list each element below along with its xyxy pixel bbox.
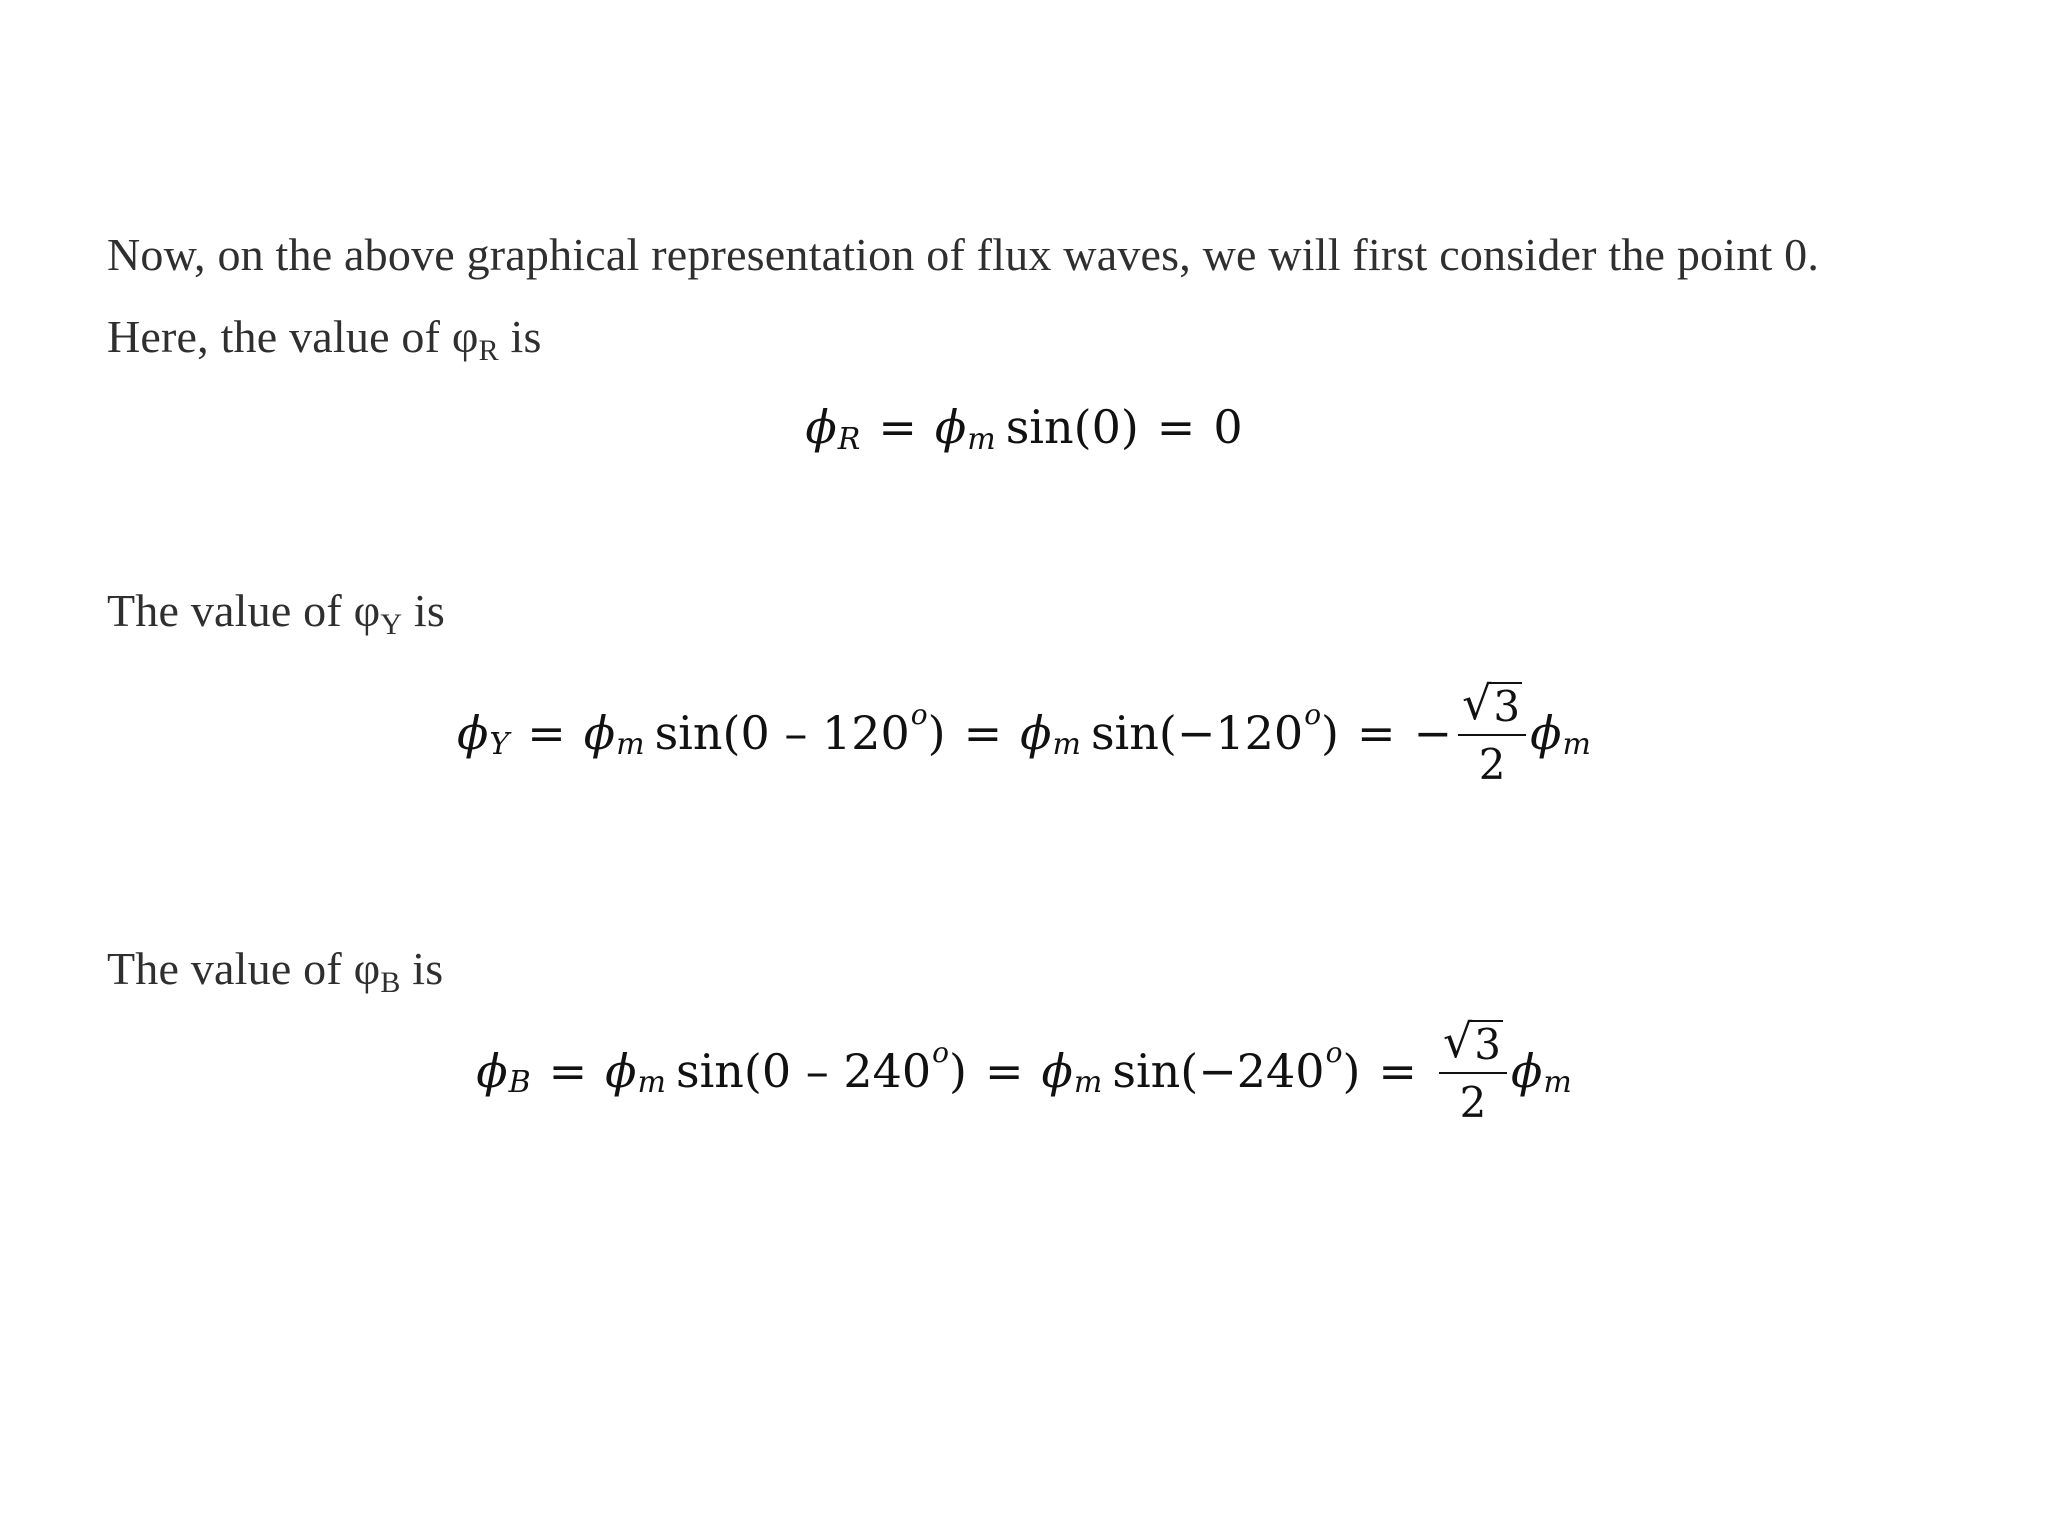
- minus-sign: −: [1413, 705, 1453, 760]
- fraction-denominator: 2: [1478, 740, 1506, 789]
- phi-symbol: ϕ: [476, 1043, 508, 1098]
- sine-term: sin(0 – 240: [675, 1043, 932, 1098]
- equals-sign: =: [548, 1043, 588, 1098]
- result-value: 0: [1213, 400, 1243, 454]
- phi-subscript: B: [380, 966, 401, 999]
- phi-b-suffix: is: [400, 943, 444, 994]
- fraction: [1439, 1014, 1507, 1127]
- phi-subscript: R: [478, 334, 499, 367]
- subscript: m: [1562, 727, 1591, 762]
- phi-symbol: ϕ: [583, 705, 616, 760]
- subscript: m: [637, 1065, 666, 1100]
- fraction-denominator: 2: [1459, 1078, 1487, 1127]
- phi-symbol: ϕ: [805, 400, 837, 454]
- phi-symbol: φ: [353, 585, 381, 636]
- phi-symbol: φ: [353, 943, 381, 994]
- phi-symbol: ϕ: [1510, 1043, 1543, 1098]
- sine-term: sin(−120: [1090, 705, 1304, 760]
- intro-paragraph-line1: [107, 214, 1819, 296]
- equals-sign: =: [984, 1043, 1024, 1098]
- equals-sign: =: [878, 400, 917, 454]
- sine-term: sin(−240: [1112, 1043, 1325, 1098]
- phi-y-intro: [107, 570, 445, 652]
- sqrt-argument: 3: [1474, 1020, 1501, 1069]
- fraction-numerator: [1439, 1014, 1507, 1072]
- subscript: m: [1052, 727, 1081, 762]
- subscript: B: [508, 1065, 531, 1100]
- subscript: m: [967, 421, 996, 457]
- phi-subscript: Y: [380, 608, 403, 641]
- close-paren: ): [927, 705, 946, 760]
- equals-sign: =: [1357, 705, 1396, 760]
- equation-phi-y: [0, 676, 2048, 789]
- degree-superscript: o: [910, 698, 928, 731]
- equals-sign: =: [1156, 400, 1196, 454]
- phi-y-suffix: is: [402, 585, 445, 636]
- phi-symbol: ϕ: [1020, 705, 1052, 760]
- phi-y-prefix: The value of: [107, 585, 354, 636]
- equals-sign: =: [527, 705, 566, 760]
- subscript: m: [1543, 1065, 1572, 1100]
- degree-superscript: o: [1304, 698, 1322, 731]
- subscript: m: [616, 727, 645, 762]
- degree-superscript: o: [1325, 1036, 1343, 1069]
- subscript: m: [1073, 1065, 1103, 1100]
- sine-term: sin(0 – 120: [654, 705, 910, 760]
- sine-term: sin(0): [1005, 400, 1139, 454]
- sqrt-icon: √: [1442, 1014, 1473, 1068]
- close-paren: ): [1321, 705, 1339, 760]
- subscript: Y: [489, 727, 510, 762]
- intro-prefix: Here, the value of: [107, 311, 452, 362]
- degree-superscript: o: [932, 1036, 950, 1069]
- equation-phi-b: [0, 1014, 2048, 1127]
- phi-symbol: φ: [451, 311, 479, 362]
- phi-symbol: ϕ: [457, 705, 489, 760]
- phi-b-prefix: The value of: [107, 943, 354, 994]
- equals-sign: =: [963, 705, 1003, 760]
- intro-suffix: is: [498, 311, 542, 362]
- close-paren: ): [1342, 1043, 1361, 1098]
- subscript: R: [837, 421, 861, 457]
- intro-text: Now, on the above graphical representation of flux waves, we will first consider the point 0.: [107, 229, 1820, 280]
- phi-symbol: ϕ: [1041, 1043, 1073, 1098]
- phi-b-intro: [107, 928, 443, 1010]
- sqrt-icon: √: [1462, 676, 1492, 730]
- close-paren: ): [949, 1043, 967, 1098]
- fraction-numerator: [1458, 676, 1526, 734]
- intro-paragraph-line2: [107, 296, 542, 378]
- equals-sign: =: [1378, 1043, 1417, 1098]
- phi-symbol: ϕ: [605, 1043, 637, 1098]
- equation-phi-r: [0, 400, 2048, 457]
- phi-symbol: ϕ: [934, 400, 967, 454]
- fraction: [1458, 676, 1526, 789]
- sqrt-argument: 3: [1493, 682, 1521, 731]
- phi-symbol: ϕ: [1530, 705, 1562, 760]
